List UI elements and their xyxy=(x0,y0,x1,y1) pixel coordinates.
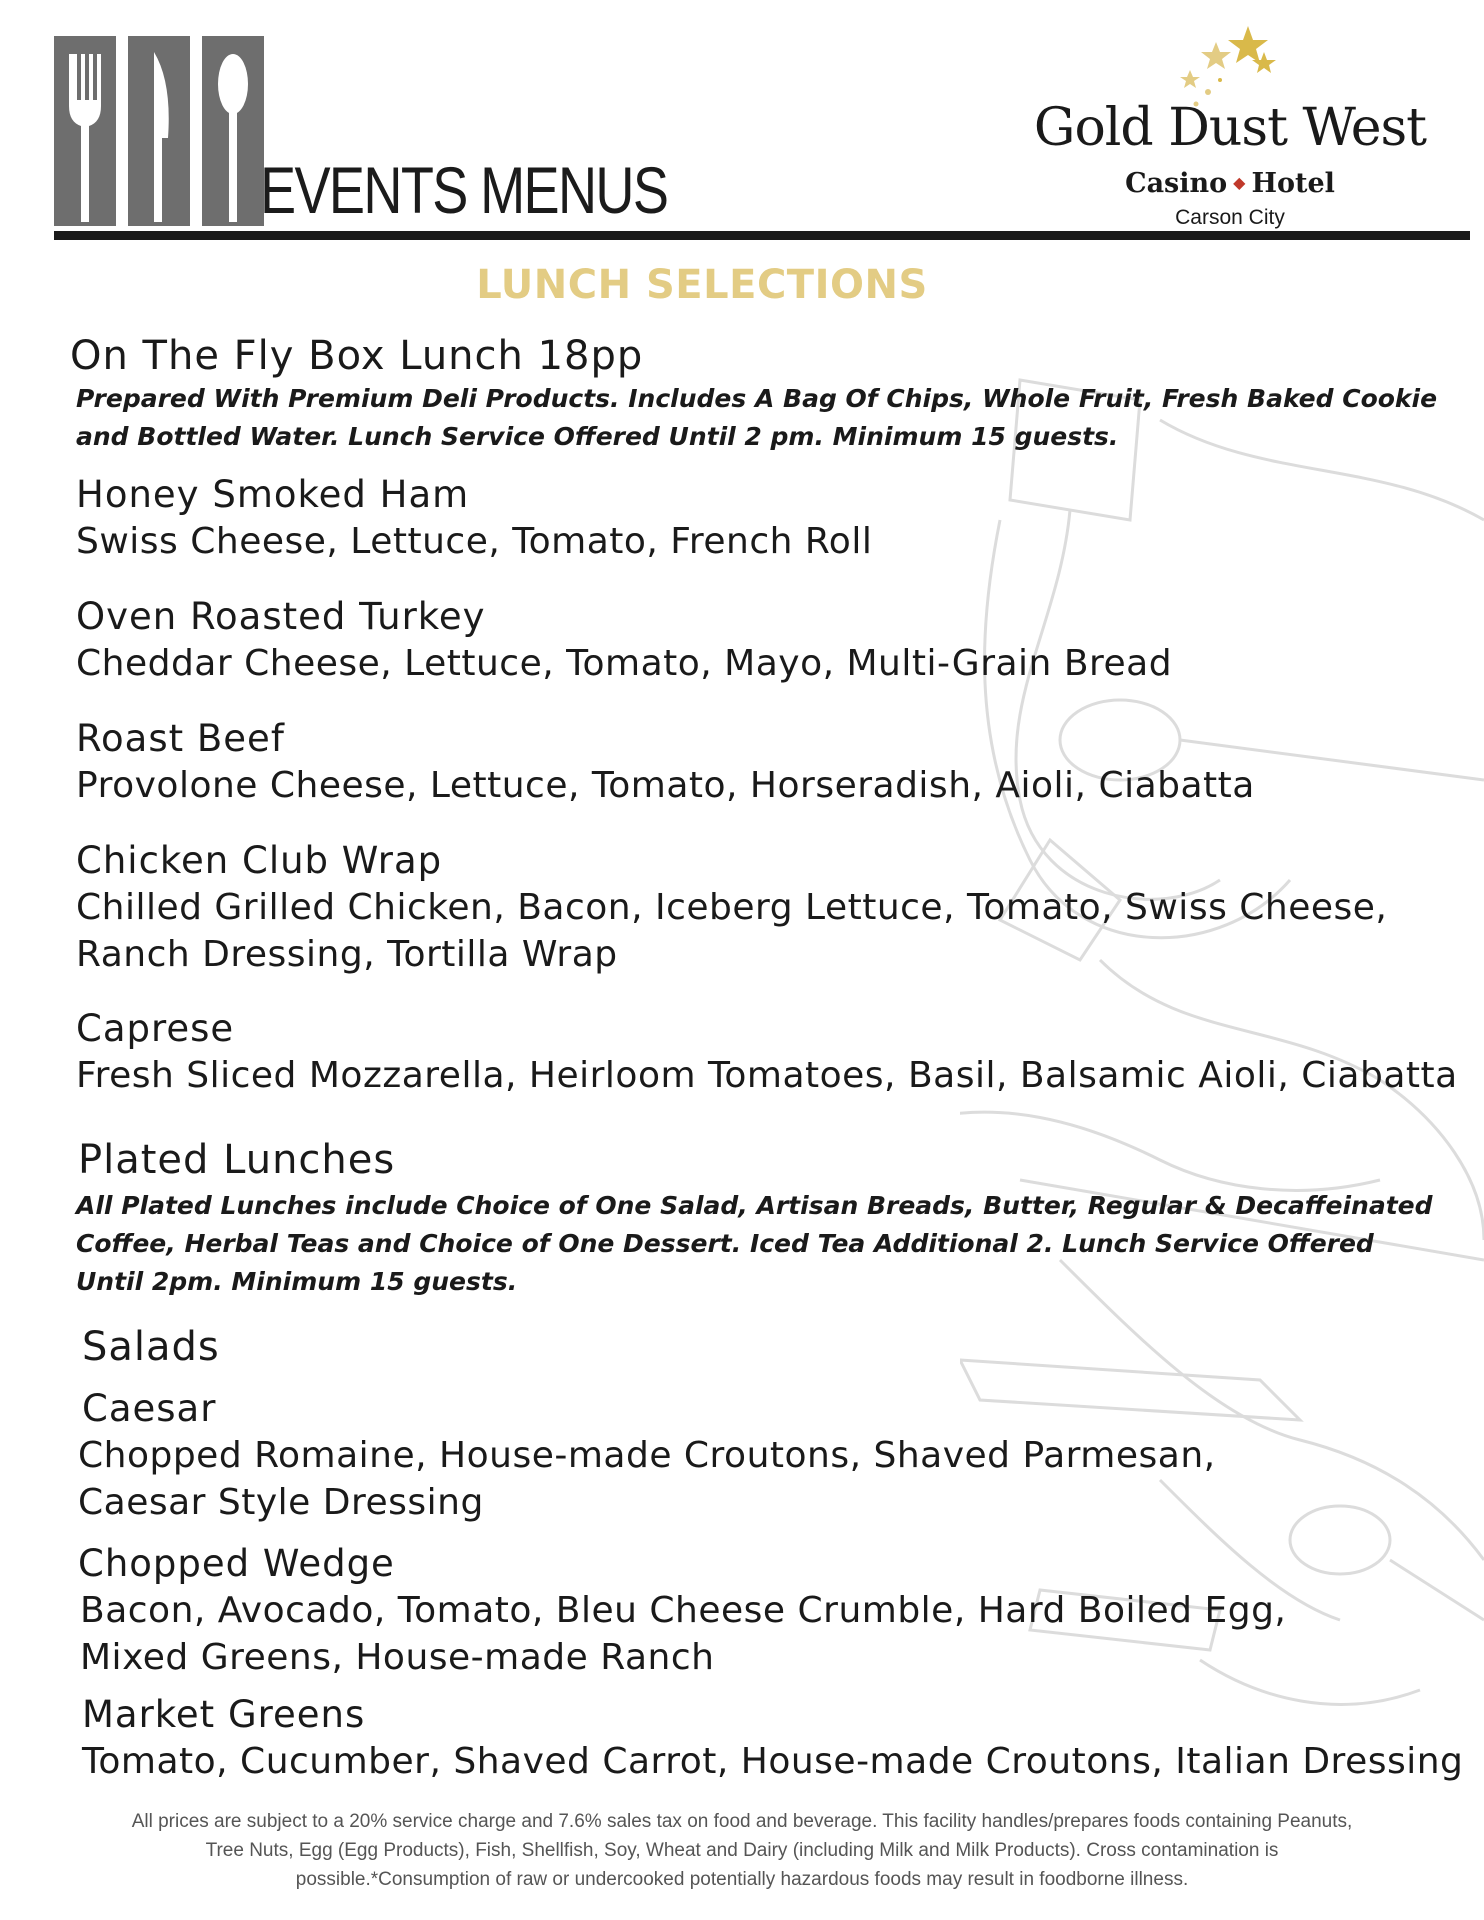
brand-name: Gold Dust West xyxy=(1033,98,1427,158)
salads-title: Salads xyxy=(82,1324,220,1370)
plated-note-3: Until 2pm. Minimum 15 guests. xyxy=(76,1267,518,1296)
box-lunch-title: On The Fly Box Lunch 18pp xyxy=(70,333,644,379)
brand-city: Carson City xyxy=(1175,206,1285,229)
plated-note-2: Coffee, Herbal Teas and Choice of One Dessert. Iced Tea Additional 2. Lunch Service Offered xyxy=(76,1229,1374,1258)
menu-item-desc: Bacon, Avocado, Tomato, Bleu Cheese Crumble, Hard Boiled Egg, xyxy=(80,1590,1287,1631)
utensils-logo-icon xyxy=(54,26,266,226)
footer-line: All prices are subject to a 20% service charge and 7.6% sales tax on food and beverage. This facility handles/prepares foods containing Peanuts, xyxy=(131,1811,1353,1832)
menu-item-desc: Chilled Grilled Chicken, Bacon, Iceberg Lettuce, Tomato, Swiss Cheese, xyxy=(76,887,1388,928)
menu-item-desc: Tomato, Cucumber, Shaved Carrot, House-made Croutons, Italian Dressing xyxy=(82,1741,1464,1782)
brand-subtitle xyxy=(1020,168,1440,199)
menu-item-desc: Chopped Romaine, House-made Croutons, Shaved Parmesan, xyxy=(78,1435,1216,1476)
menu-item-desc: Ranch Dressing, Tortilla Wrap xyxy=(76,934,618,975)
menu-item-name: Roast Beef xyxy=(76,717,285,760)
box-lunch-note-1: Prepared With Premium Deli Products. Includes A Bag Of Chips, Whole Fruit, Fresh Baked Cookie xyxy=(76,384,1438,413)
footer-line: possible.*Consumption of raw or undercooked potentially hazardous foods may result in foodborne illness. xyxy=(295,1869,1189,1890)
menu-item-desc: Provolone Cheese, Lettuce, Tomato, Horseradish, Aioli, Ciabatta xyxy=(76,765,1255,806)
brand-sub-left: Casino xyxy=(1125,168,1228,199)
menu-item-desc: Cheddar Cheese, Lettuce, Tomato, Mayo, Multi-Grain Bread xyxy=(76,643,1173,684)
page-title: EVENTS MENUS xyxy=(260,153,668,227)
section-title: LUNCH SELECTIONS xyxy=(476,262,928,308)
menu-item-name: Chicken Club Wrap xyxy=(76,839,443,882)
menu-item-desc: Swiss Cheese, Lettuce, Tomato, French Roll xyxy=(76,521,873,562)
header-divider xyxy=(54,231,1470,240)
menu-item-desc: Caesar Style Dressing xyxy=(78,1482,484,1523)
brand-logo xyxy=(1020,22,1440,229)
plated-lunches-title: Plated Lunches xyxy=(78,1137,396,1183)
menu-item-desc: Mixed Greens, House-made Ranch xyxy=(80,1637,715,1678)
footer-line: Tree Nuts, Egg (Egg Products), Fish, Shellfish, Soy, Wheat and Dairy (including Milk and Milk Products). Cross contamination is xyxy=(205,1840,1279,1861)
menu-item-name: Honey Smoked Ham xyxy=(76,473,470,516)
plated-note-1: All Plated Lunches include Choice of One Salad, Artisan Breads, Butter, Regular & Decaffeinated xyxy=(76,1191,1433,1220)
menu-item-name: Market Greens xyxy=(82,1693,366,1736)
menu-item-name: Oven Roasted Turkey xyxy=(76,595,486,638)
menu-item-name: Caesar xyxy=(82,1387,217,1430)
menu-item-desc: Fresh Sliced Mozzarella, Heirloom Tomatoes, Basil, Balsamic Aioli, Ciabatta xyxy=(76,1055,1458,1096)
menu-item-name: Chopped Wedge xyxy=(78,1542,395,1585)
menu-item-name: Caprese xyxy=(76,1007,235,1050)
brand-sub-right: Hotel xyxy=(1251,168,1335,199)
diamond-icon: ◆ xyxy=(1233,173,1246,192)
footer-disclaimer xyxy=(60,1807,1424,1894)
box-lunch-note-2: and Bottled Water. Lunch Service Offered Until 2 pm. Minimum 15 guests. xyxy=(76,422,1119,451)
